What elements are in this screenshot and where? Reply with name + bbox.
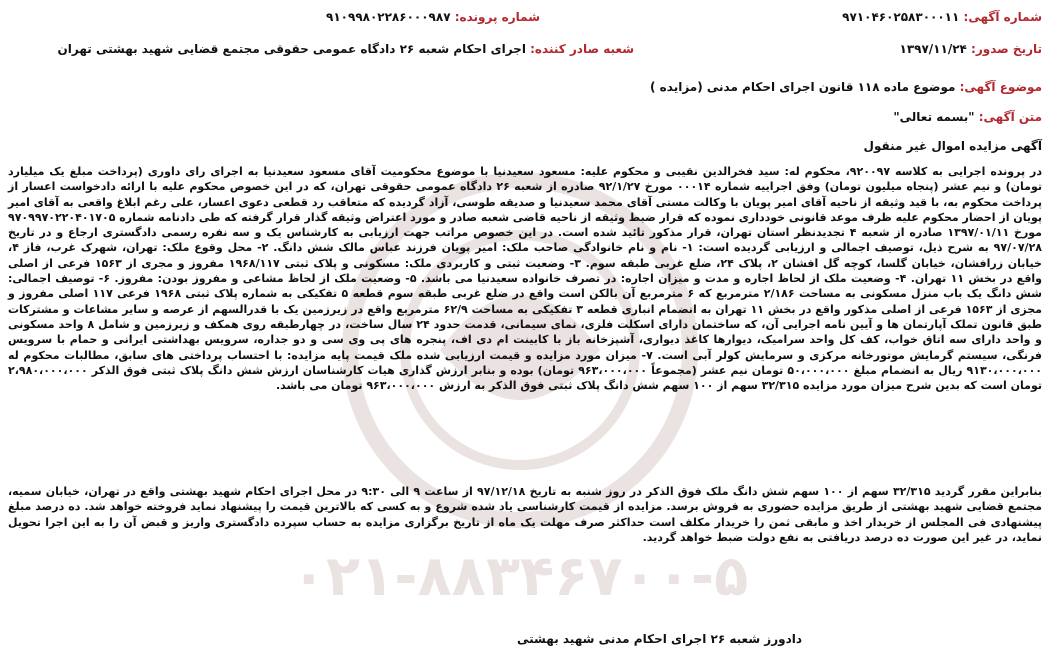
branch-value: اجرای احکام شعبه ۲۶ دادگاه عمومی حقوقی مجتمع قضایی شهید بهشتی تهران (57, 42, 526, 56)
watermark-text: ۰۲۱-۸۸۳۴۶۷۰۰-۵ (291, 544, 749, 609)
branch-row (58, 42, 634, 56)
ad-number-label: شماره آگهی: (963, 10, 1042, 24)
subject-label: موضوع آگهی: (959, 80, 1042, 94)
text-intro-row (893, 110, 1042, 124)
notice-body (8, 164, 1042, 393)
ad-number-value: ۹۷۱۰۴۶۰۲۵۸۳۰۰۰۱۱ (842, 10, 960, 24)
subject-value: موضوع ماده ۱۱۸ قانون اجرای احکام مدنی (مزایده ) (650, 80, 956, 94)
paragraph-auction-terms: بنابراین مقرر گردید ۳۲/۳۱۵ سهم از ۱۰۰ سهم شش دانگ ملک فوق الذکر در روز شنبه به تاریخ ۹۷/۱۲/۱۸ از ساعت ۹ الی ۹:۳۰ در محل اجرای احکام شهید بهشتی واقع در تهران، خیابان سمیه، مجتمع قضایی شهید بهشتی از طریق مزایده حضوری به فروش برسد. مزایده از قیمت کارشناسی یاد شده شروع و به کسی که بالاترین قیمت را پیشنهاد نماید فروخته خواهد شد. ده درصد مبلغ پیشنهادی فی المجلس از خریدار اخذ و مابقی ثمن را خریدار مکلف است حداکثر صرف مهلت یک ماه از تاریخ برگزاری مزایده به حساب سپرده دادگستری واریز و قبض آن را به این اجرا تحویل نماید، در غیر این صورت ده درصد دریافتی به نفع دولت ضبط خواهد گردید. (8, 485, 1043, 544)
paragraph-case-details: در پرونده اجرایی به کلاسه ۹۲۰۰۹۷، محکوم له: سید فخرالدین نقیبی و محکوم علیه: مسعود سعیدنیا با موضوع محکومیت آقای مسعود سعیدنیا به اجرای رای داوری (پرداخت مبلغ یک میلیارد تومان) و نیم عشر (پنجاه میلیون تومان) وفق اجراییه شماره ۰۰۰۱۴ مورخ ۹۲/۱/۲۷ صادره از شعبه ۲۶ دادگاه عمومی حقوقی تهران، که در این خصوص محکوم علیه با ارائه دادخواست اعسار از پرداخت محکوم به، با قید وثیقه از ناحیه آقای امیر پویان با وکالت مستی آقای محمد سعیدنیا و صدیقه طوسی، آزاد گردیده که متعاقب رد قطعی دعوی اعسار، علی رغم ابلاغ واقعی به آقای امیر پویان از احضار محکوم علیه ظرف موعد قانونی خودداری نموده که قرار ضبط وثیقه از ناحیه قاضی شعبه صادر و مورد اعتراض وثیقه گذار قرار گرفته که طی دادنامه شماره ۹۷۰۹۹۷۰۲۲۰۴۰۱۷۰۵ مورخ ۱۳۹۷/۰۱/۱۱ صادره از شعبه ۴ تجدیدنظر استان تهران، قرار مذکور تائید شده است. در این خصوص مراتب جهت ارزیابی به کارشناس یک و سه نفره رسمی دادگستری ارجاع و در تاریخ ۹۷/۰۷/۲۸ به شرح ذیل، توصیف اجمالی و ارزیابی گردیده است: ۱- نام و نام خانوادگی صاحب ملک: امیر پویان فرزند عباس مالک شش دانگ. ۲- محل وقوع ملک: تهران، شهرک غرب، فاز ۴، خیابان زرافشان، خیابان گلسا، کوچه گل افشان ۲، پلاک ۲۴، ضلع غربی طبقه سوم. ۳- وضعیت ثبتی و کاربردی ملک: مسکونی و پلاک ثبتی ۱۹۶۸/۱۱۷ مفروز و مجری از ۱۵۶۳ فرعی از اصلی واقع در بخش ۱۱ تهران. ۴- وضعیت ملک از لحاظ اجاره و مدت و میزان اجاره: در تصرف خانواده سعیدنیا می باشد. ۵- وضعیت ملک از لحاظ مشاعی و مفروز بودن: مفروز. ۶- توصیف اجمالی: شش دانگ یک باب منزل مسکونی به مساحت ۲/۱۸۶ مترمربع که ۶ مترمربع آن بالکن است واقع در ضلع غربی طبقه سوم قطعه ۵ تفکیکی به شماره پلاک ثبتی ۱۹۶۸ فرعی ۱۱۷ اصلی مفروز و مجزی از ۱۵۶۳ فرعی از اصلی مذکور واقع در بخش ۱۱ تهران به انضمام انباری قطعه ۳ تفکیکی به مساحت ۶۲/۹ مترمربع واقع در زیرزمین یک با قدرالسهم از عرصه و سایر مشاعات و مشترکات طبق قانون تملک آپارتمان ها و آیین نامه اجرایی آن، که ساختمان دارای اسکلت فلزی، نمای سیمانی، قدمت حدود ۲۴ سال ساخت، در چهارطبقه روی همکف و زیرزمین و شامل ۸ واحد مسکونی و واحد دارای سه اتاق خواب، کف کل واحد سرامیک، دیوارها کاغذ دیواری، آشپزخانه باز با کابینت ام دی اف، پنجره های پی وی سی و دو جداره، سرویس بهداشتی ایرانی و حمام با سرویس فرنگی، سیستم گرمایش موتورخانه مرکزی و سرمایش کولر آبی است. ۷- میزان مورد مزایده و قیمت ارزیابی شده ملک قیمت پایه مزایده: با احتساب پرداختی های سابق، مطالبات محکوم له ۹۱۳۰،۰۰۰،۰۰۰ ریال به انضمام مبلغ ۵۰،۰۰۰،۰۰۰ تومان نیم عشر (مجموعاً ۹۶۳،۰۰۰،۰۰۰ تومان) بوده و بنابر ارزش گذاری هیات کارشناسان ارزش شش دانگ پلاک ثبتی فوق الذکر ۲،۹۸۰،۰۰۰،۰۰۰ تومان است که بدین شرح میزان مورد مزایده ۳۲/۳۱۵ سهم از ۱۰۰ سهم شش دانگ پلاک ثبتی فوق الذکر به ارزش ۹۶۳،۰۰۰،۰۰۰ تومان می باشد. (8, 165, 1043, 393)
ad-number-row (842, 10, 1042, 24)
case-number-row (326, 10, 540, 24)
case-number-value: ۹۱۰۹۹۸۰۲۲۸۶۰۰۰۹۸۷ (326, 10, 451, 24)
notice-body-auction (8, 484, 1042, 545)
issue-date-label: تاریخ صدور: (971, 42, 1042, 56)
branch-label: شعبه صادر کننده: (530, 42, 634, 56)
case-number-label: شماره پرونده: (454, 10, 540, 24)
signature-line: دادورز شعبه ۲۶ اجرای احکام مدنی شهید بهشتی (517, 632, 802, 646)
notice-heading: آگهی مزایده اموال غیر منقول (863, 139, 1042, 153)
text-intro-value: "بسمه تعالی" (893, 110, 975, 124)
subject-row (650, 80, 1042, 94)
issue-date-row (900, 42, 1043, 56)
text-intro-label: متن آگهی: (978, 110, 1042, 124)
issue-date-value: ۱۳۹۷/۱۱/۲۴ (899, 42, 967, 56)
